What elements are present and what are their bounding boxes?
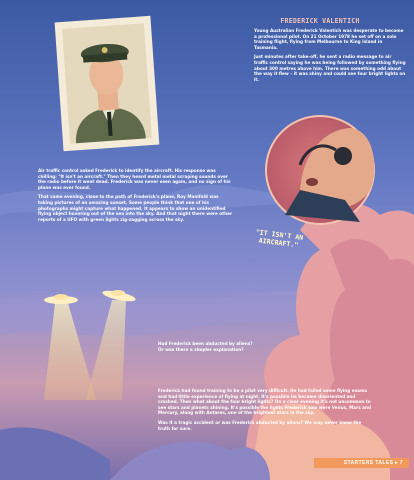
bottom-paragraph-1: Frederick had found training to be a pilot very difficult. He had failed some flying exams and had little experience of flying at night. It's possible he became disoriented and crashed. Then what about the four bright lights? On a clear evening it's not uncommon to see stars and planets shining. It's possible the lights Frederick saw were Venus, Mars and Mercury, along with Antares, one of the brightest stars in the sky. [158, 388, 371, 416]
question-line-2: Or was there a simpler explanation? [158, 346, 244, 352]
page-footer: STARTERS TALES ▸ 7 [314, 458, 409, 468]
intro-paragraph-1: Young Australian Frederick Valentich was desperate to become a professional pilot. On 21 October 1978 he set off on a solo training flight, flying from Melbourne to King Island in Tasmania. [254, 28, 404, 50]
question-text [158, 341, 328, 352]
middle-paragraph-2: That same evening, close to the path of Frederick's plane, Roy Manifold was taking pictures of an amazing sunset. Some people think that one of his photographs might capture what happened. It appears to show an unidentified flying object hovering out of the sea into the sky. And that night there were other reports of a UFO with green lights zig-zagging across the sky. [38, 194, 233, 222]
intro-paragraph-2: Just minutes after take-off, he sent a radio message to air traffic control saying he was being followed by something flying about 300 metres above him. There was something odd about the way it flew – it was shiny and could see four bright lights on it. [254, 54, 406, 82]
middle-paragraph-1: Air traffic control asked Frederick to identify the aircraft. His response was chilling: "It isn't an aircraft." Then they heard metal metal scraping sounds over the radio before it went dead. Frederick was never seen again, and no sign of his plane was ever found. [38, 168, 231, 190]
intro-text [254, 28, 406, 82]
speech-bubble-quote: "IT ISN'T AN AIRCRAFT." [255, 228, 304, 250]
question-line-1: Had Frederick been abducted by aliens? [158, 341, 253, 346]
bottom-text [158, 388, 372, 431]
bottom-paragraph-2: Was it a tragic accident or was Frederick abducted by aliens? We may never know the truth for sure. [158, 419, 362, 431]
page-title: FREDERICK VALENTICH [280, 17, 360, 25]
middle-text [38, 168, 234, 222]
